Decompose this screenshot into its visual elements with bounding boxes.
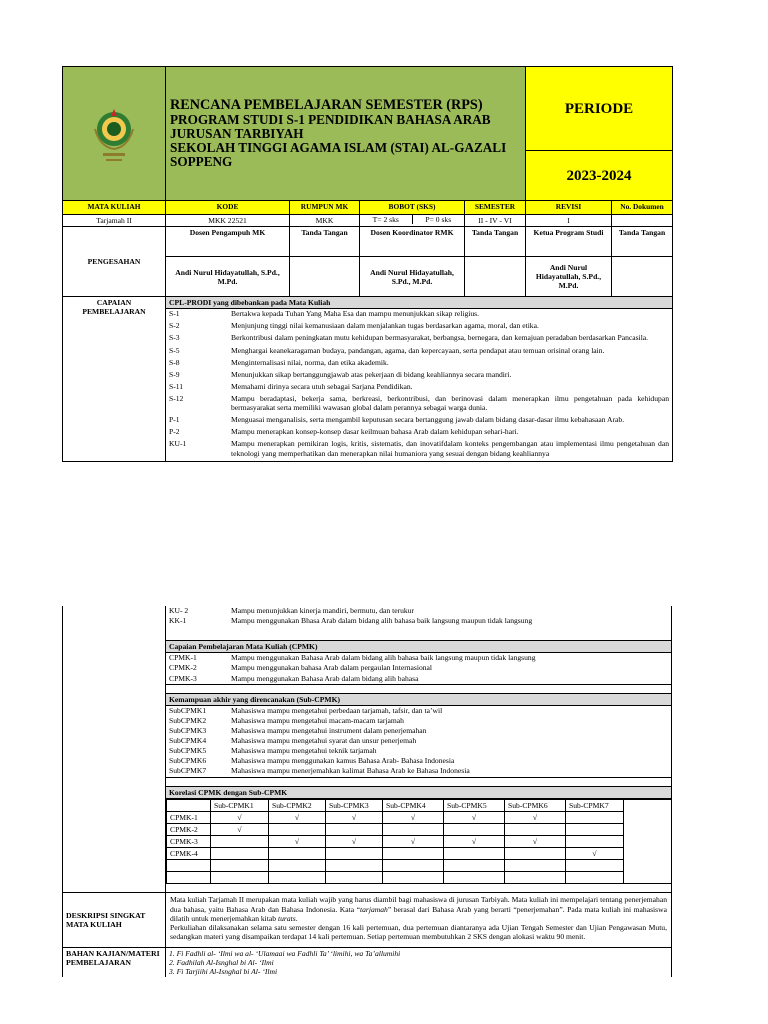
value-rumpun: MKK bbox=[290, 215, 360, 227]
korelasi-empty-cell bbox=[211, 872, 269, 884]
korelasi-empty-cell bbox=[269, 872, 326, 884]
cpl-text: Bertakwa kepada Tuhan Yang Maha Esa dan mampu menunjukkan sikap religius. bbox=[231, 309, 480, 319]
korelasi-col-header: Sub-CPMK6 bbox=[505, 799, 566, 811]
col-revisi: REVISI bbox=[526, 201, 612, 215]
korelasi-row bbox=[167, 811, 672, 823]
page-2 bbox=[62, 606, 672, 1016]
korelasi-col-header: Sub-CPMK2 bbox=[269, 799, 326, 811]
sub-cpmk-text: Mahasiswa mampu mengetahui macam-macam tarjamah bbox=[231, 715, 404, 725]
deskripsi-p2: Perkuliahan dilaksanakan selama satu semester dengan 16 kali pertemuan, dua pertemuan diantaranya ada Ujian Tengah Semester dan Ujian Pengawasan Mutu, sedangkan materi yang disampaikan terdapat 14 kali pertemuan. Setiap pertemuan membutuhkan 2 SKS dengan alokasi waktu 90 menit. bbox=[170, 922, 667, 941]
korelasi-check bbox=[505, 848, 566, 860]
sub-cpmk-list bbox=[166, 706, 671, 777]
value-semester: II - IV - VI bbox=[465, 215, 526, 227]
cpl-text: Mampu menggunakan Bhasa Arab dalam bidang alih bahasa baik langsung maupun tidak langsung bbox=[231, 616, 533, 626]
cpl-text: Memahami dirinya secara utuh sebagai Sarjana Pendidikan. bbox=[231, 381, 413, 391]
korelasi-empty-cell bbox=[383, 860, 444, 872]
sub-cpmk-row bbox=[166, 706, 671, 716]
program-studi: PROGRAM STUDI S-1 PENDIDIKAN BAHASA ARAB bbox=[170, 112, 491, 128]
cpl-row bbox=[166, 427, 672, 439]
col-mata-kuliah: MATA KULIAH bbox=[63, 201, 166, 215]
sub-cpmk-row bbox=[166, 766, 671, 776]
cpl-text: Menjunjung tinggi nilai kemanusiaan dalam menjalankan tugas berdasarkan agama, moral, dan etika. bbox=[231, 321, 539, 331]
head-dosen-pengampuh: Dosen Pengampuh MK bbox=[166, 227, 290, 257]
pengampu-name: Andi Nurul Hidayatullah, S.Pd., M.Pd. bbox=[166, 257, 290, 297]
korelasi-spacer bbox=[624, 799, 672, 884]
korelasi-check bbox=[269, 848, 326, 860]
cpl-text: Menunjukkan sikap bertanggungjawab atas pekerjaan di bidang keahliannya secara mandiri. bbox=[231, 369, 512, 379]
korelasi-check: √ bbox=[326, 811, 383, 823]
korelasi-empty-cell bbox=[167, 872, 211, 884]
cpl-row bbox=[166, 370, 672, 382]
korelasi-check: √ bbox=[269, 835, 326, 847]
value-revisi: I bbox=[526, 215, 612, 227]
cpmk-text: Mampu menggunakan bahasa Arab dalam pergaulan Internasional bbox=[231, 663, 433, 673]
sub-cpmk-text: Mahasiswa mampu menerjemahkan kalimat Bahasa Arab ke Bahasa Indonesia bbox=[231, 766, 470, 776]
cpl-code: P-2 bbox=[169, 427, 180, 437]
deskripsi-p1-b: ” berasal dari Bahasa Arab yang berarti “penerjemahan”. Pada mata kuliah ini mahasiswa dilatih untuk menerjemahkan kitab bbox=[170, 904, 667, 923]
korelasi-check bbox=[444, 848, 505, 860]
cpmk-code: CPMK-1 bbox=[169, 653, 197, 663]
sub-cpmk-row bbox=[166, 746, 671, 756]
korelasi-col-header: Sub-CPMK7 bbox=[566, 799, 624, 811]
rps-title: RENCANA PEMBELAJARAN SEMESTER (RPS) bbox=[170, 97, 483, 114]
cpl-code: S-5 bbox=[169, 345, 180, 355]
korelasi-empty-cell bbox=[444, 860, 505, 872]
signature-2 bbox=[465, 257, 526, 297]
korelasi-check bbox=[211, 835, 269, 847]
korelasi-row-label: CPMK-1 bbox=[167, 811, 211, 823]
korelasi-empty-cell bbox=[505, 860, 566, 872]
korelasi-check: √ bbox=[444, 811, 505, 823]
value-bobot-t: T= 2 sks bbox=[360, 215, 412, 224]
cpl-section bbox=[166, 297, 673, 462]
cpl-code: S-11 bbox=[169, 381, 184, 391]
value-kode: MKK 22521 bbox=[166, 215, 290, 227]
value-no-dokumen bbox=[612, 215, 673, 227]
korelasi-row-label: CPMK-4 bbox=[167, 848, 211, 860]
ketua-name: Andi Nurul Hidayatullah, S.Pd., M.Pd. bbox=[526, 257, 612, 297]
cpl-code: S-9 bbox=[169, 369, 180, 379]
korelasi-corner bbox=[167, 799, 211, 811]
cpl-row bbox=[166, 439, 672, 460]
head-ketua-prodi: Ketua Program Studi bbox=[526, 227, 612, 257]
value-bobot bbox=[360, 215, 465, 227]
cpl-code: KU-1 bbox=[169, 439, 187, 449]
cpl-code: KU- 2 bbox=[169, 606, 189, 615]
korelasi-check: √ bbox=[211, 823, 269, 835]
cpl-code: S-12 bbox=[169, 393, 184, 403]
korelasi-row-label: CPMK-3 bbox=[167, 835, 211, 847]
capaian-cont bbox=[166, 606, 672, 893]
korelasi-check bbox=[566, 811, 624, 823]
capaian-left-cont bbox=[63, 606, 166, 893]
cpl-text: Mampu menerapkan pemikiran logis, kritis, sistematis, dan inovatifdalam konteks pengembangan atau implementasi ilmu pengetahuan dan teknologi yang memperhatikan dan menerapkan nilai humaniora yang sesuai dengan bidang keahliannya bbox=[231, 439, 669, 458]
korelasi-check bbox=[383, 823, 444, 835]
korelasi-check: √ bbox=[505, 835, 566, 847]
sub-cpmk-code: SubCPMK3 bbox=[169, 725, 207, 735]
sub-cpmk-code: SubCPMK5 bbox=[169, 746, 207, 756]
bahan-item: 1. Fi Fadhli al- ‘Ilmi wa al- ‘Ulamaai wa Fadhli Ta’ ‘limihi, wa Ta’allumihi bbox=[169, 948, 401, 958]
cpmk-text: Mampu menggunakan Bahasa Arab dalam bidang alih bahasa bbox=[231, 673, 419, 683]
bahan-list bbox=[166, 947, 672, 977]
korelasi-heading: Korelasi CPMK dengan Sub-CPMK bbox=[166, 787, 671, 799]
capaian-label-text: CAPAIAN PEMBELAJARAN bbox=[82, 298, 146, 317]
periode-label: PERIODE bbox=[526, 67, 673, 151]
head-tanda-tangan-3: Tanda Tangan bbox=[612, 227, 673, 257]
cpl-list bbox=[166, 309, 672, 460]
korelasi-empty-cell bbox=[326, 860, 383, 872]
cpl-row bbox=[166, 346, 672, 358]
col-bobot: BOBOT (SKS) bbox=[360, 201, 465, 215]
korelasi-check: √ bbox=[326, 835, 383, 847]
korelasi-check: √ bbox=[444, 835, 505, 847]
deskripsi-p1-a: Mata kuliah Tarjamah II merupakan mata kuliah wajib yang harus diambil bagi mahasiswa di jurusan Tarbiyah. Mata kuliah ini mempelajari tentang penerjemahan dua bahasa, yaitu Bahasa Arab dan Bahasa Indonesia. Kata “ bbox=[170, 895, 667, 914]
cpl-text: Menginternalisasi nilai, norma, dan etika akademik. bbox=[231, 357, 389, 367]
sub-cpmk-text: Mahasiswa mampu mengetahui teknik tarjamah bbox=[231, 746, 377, 756]
col-rumpun: RUMPUN MK bbox=[290, 201, 360, 215]
korelasi-check: √ bbox=[383, 835, 444, 847]
col-kode: KODE bbox=[166, 201, 290, 215]
cpl-code: S-1 bbox=[169, 309, 180, 319]
cpl-row bbox=[166, 382, 672, 394]
col-semester: SEMESTER bbox=[465, 201, 526, 215]
korelasi-empty-cell bbox=[505, 872, 566, 884]
korelasi-row bbox=[167, 823, 672, 835]
korelasi-empty-row bbox=[167, 872, 672, 884]
jurusan: JURUSAN TARBIYAH bbox=[170, 126, 304, 142]
page-1 bbox=[62, 66, 672, 474]
korelasi-check bbox=[211, 848, 269, 860]
sub-cpmk-code: SubCPMK1 bbox=[169, 705, 207, 715]
deskripsi-text bbox=[166, 893, 672, 948]
korelasi-empty-cell bbox=[211, 860, 269, 872]
sub-cpmk-row bbox=[166, 756, 671, 766]
korelasi-col-header: Sub-CPMK4 bbox=[383, 799, 444, 811]
korelasi-check: √ bbox=[211, 811, 269, 823]
korelasi-check bbox=[269, 823, 326, 835]
logo-cell bbox=[63, 67, 166, 201]
cpl-code: S-2 bbox=[169, 321, 180, 331]
sub-cpmk-heading: Kemampuan akhir yang direncanakan (Sub-CPMK) bbox=[166, 694, 671, 706]
head-tanda-tangan-1: Tanda Tangan bbox=[290, 227, 360, 257]
korelasi-empty-cell bbox=[383, 872, 444, 884]
sub-cpmk-text: Mahasiswa mampu menggunakan kamus Bahasa Arab- Bahasa Indonesia bbox=[231, 756, 455, 766]
sub-cpmk-row bbox=[166, 736, 671, 746]
bahan-label: BAHAN KAJIAN/MATERI PEMBELAJARAN bbox=[63, 947, 166, 977]
cpl-row bbox=[166, 309, 672, 321]
cpmk-list bbox=[166, 653, 671, 683]
cpl-row bbox=[166, 606, 671, 616]
korelasi-check: √ bbox=[505, 811, 566, 823]
korelasi-empty-cell bbox=[326, 872, 383, 884]
deskripsi-p1-italic2: turats bbox=[277, 913, 296, 923]
value-mata-kuliah: Tarjamah II bbox=[63, 215, 166, 227]
cpl-row bbox=[166, 358, 672, 370]
sub-cpmk-code: SubCPMK4 bbox=[169, 736, 207, 746]
col-no-dokumen: No. Dokumen bbox=[612, 201, 673, 215]
bahan-item: 3. Fi Tarjiihi Al-Isnghal bi Al- ‘Ilmi bbox=[169, 967, 278, 977]
value-bobot-p: P= 0 sks bbox=[425, 215, 452, 224]
koordinator-name: Andi Nurul Hidayatullah, S.Pd., M.Pd. bbox=[360, 257, 465, 297]
korelasi-check bbox=[566, 823, 624, 835]
korelasi-col-header: Sub-CPMK1 bbox=[211, 799, 269, 811]
capaian-label bbox=[63, 297, 166, 462]
korelasi-check: √ bbox=[566, 848, 624, 860]
cpl-code: KK-1 bbox=[169, 616, 187, 626]
rps-title-block bbox=[166, 67, 526, 201]
signature-3 bbox=[612, 257, 673, 297]
korelasi-check bbox=[505, 823, 566, 835]
korelasi-col-header: Sub-CPMK3 bbox=[326, 799, 383, 811]
cpmk-text: Mampu menggunakan Bahasa Arab dalam bidang alih bahasa baik langsung maupun tidak langsung bbox=[231, 653, 536, 663]
sub-cpmk-code: SubCPMK6 bbox=[169, 756, 207, 766]
cpmk-row bbox=[166, 663, 671, 673]
korelasi-empty-cell bbox=[269, 860, 326, 872]
periode-value: 2023-2024 bbox=[526, 151, 673, 201]
cpl-cont-list bbox=[166, 606, 671, 626]
sub-cpmk-code: SubCPMK7 bbox=[169, 766, 207, 776]
pengesahan-label: PENGESAHAN bbox=[63, 227, 166, 297]
korelasi-empty-cell bbox=[566, 860, 624, 872]
korelasi-check bbox=[444, 823, 505, 835]
deskripsi-p1-c: . bbox=[295, 913, 298, 923]
korelasi-check bbox=[326, 848, 383, 860]
cpmk-heading: Capaian Pembelajaran Mata Kuliah (CPMK) bbox=[166, 641, 671, 653]
korelasi-check: √ bbox=[383, 811, 444, 823]
korelasi-col-header: Sub-CPMK5 bbox=[444, 799, 505, 811]
cpmk-code: CPMK-3 bbox=[169, 673, 197, 683]
korelasi-check bbox=[566, 835, 624, 847]
korelasi-row-label: CPMK-2 bbox=[167, 823, 211, 835]
sub-cpmk-code: SubCPMK2 bbox=[169, 715, 207, 725]
cpmk-code: CPMK-2 bbox=[169, 663, 197, 673]
korelasi-check: √ bbox=[269, 811, 326, 823]
cpmk-row bbox=[166, 653, 671, 663]
korelasi-row bbox=[167, 835, 672, 847]
cpmk-row bbox=[166, 674, 671, 684]
korelasi-row bbox=[167, 848, 672, 860]
institution-name: SEKOLAH TINGGI AGAMA ISLAM (STAI) AL-GAZALI SOPPENG bbox=[170, 139, 507, 169]
cpl-code: S-3 bbox=[169, 333, 180, 343]
sub-cpmk-text: Mahasiswa mampu mengetahui syarat dan unsur penerjemah bbox=[231, 736, 417, 746]
korelasi-check bbox=[383, 848, 444, 860]
cpl-row bbox=[166, 616, 671, 626]
rps-body-table bbox=[62, 606, 672, 977]
deskripsi-p1-italic: tarjamah bbox=[360, 904, 388, 914]
cpl-row bbox=[166, 321, 672, 333]
cpl-row bbox=[166, 415, 672, 427]
sub-cpmk-text: Mahasiswa mampu mengetahui instrument dalam penerjemahan bbox=[231, 725, 427, 735]
cpl-text: Berkontribusi dalam peningkatan mutu kehidupan bermasyarakat, berbangsa, bernegara, dan kemajuan peradaban berdasarkan Pancasila. bbox=[231, 333, 649, 343]
korelasi-empty-cell bbox=[444, 872, 505, 884]
korelasi-empty-row bbox=[167, 860, 672, 872]
korelasi-table bbox=[166, 799, 671, 885]
sub-cpmk-row bbox=[166, 726, 671, 736]
korelasi-check bbox=[326, 823, 383, 835]
cpl-text: Menghargai keanekaragaman budaya, pandangan, agama, dan kepercayaan, serta pendapat atau temuan orisinal orang lain. bbox=[231, 345, 605, 355]
cpl-heading: CPL-PRODI yang dibebankan pada Mata Kuliah bbox=[166, 297, 672, 309]
head-dosen-koordinator: Dosen Koordinator RMK bbox=[360, 227, 465, 257]
cpl-text: Mampu menunjukkan kinerja mandiri, bermutu, dan terukur bbox=[231, 606, 415, 615]
institution-logo-icon bbox=[86, 103, 142, 165]
deskripsi-label: DESKRIPSI SINGKAT MATA KULIAH bbox=[63, 893, 166, 948]
cpl-code: P-1 bbox=[169, 415, 180, 425]
rps-header-table bbox=[62, 66, 673, 462]
korelasi-header-row bbox=[167, 799, 672, 811]
cpl-code: S-8 bbox=[169, 357, 180, 367]
cpl-row bbox=[166, 333, 672, 345]
sub-cpmk-row bbox=[166, 716, 671, 726]
head-tanda-tangan-2: Tanda Tangan bbox=[465, 227, 526, 257]
korelasi-empty-cell bbox=[167, 860, 211, 872]
signature-1 bbox=[290, 257, 360, 297]
korelasi-empty-cell bbox=[566, 872, 624, 884]
cpl-row bbox=[166, 394, 672, 415]
cpl-text: Menguasai menganalisis, serta mengambil keputusan secara bertanggung jawab dalam bidang dasar-dasar ilmu kebahasaan Arab. bbox=[231, 415, 625, 425]
cpl-text: Mampu beradaptasi, bekerja sama, berkreasi, berkontribusi, dan berinovasi dalam menerapkan ilmu pengetahuan pada kehidupan bermasyarakat serta memiliki wawasan global dalam perannya sebagai warga dunia. bbox=[231, 393, 669, 413]
bahan-item: 2. Fadhilah Al-Isnghal bi Al- ‘Ilmi bbox=[169, 958, 274, 968]
sub-cpmk-text: Mahasiswa mampu mengetahui perbedaan tarjamah, tafsir, dan ta’wil bbox=[231, 705, 443, 715]
cpl-text: Mampu menerapkan konsep-konsep dasar keilmuan bahasa Arab dalam kehidupan sehari-hari. bbox=[231, 427, 519, 437]
